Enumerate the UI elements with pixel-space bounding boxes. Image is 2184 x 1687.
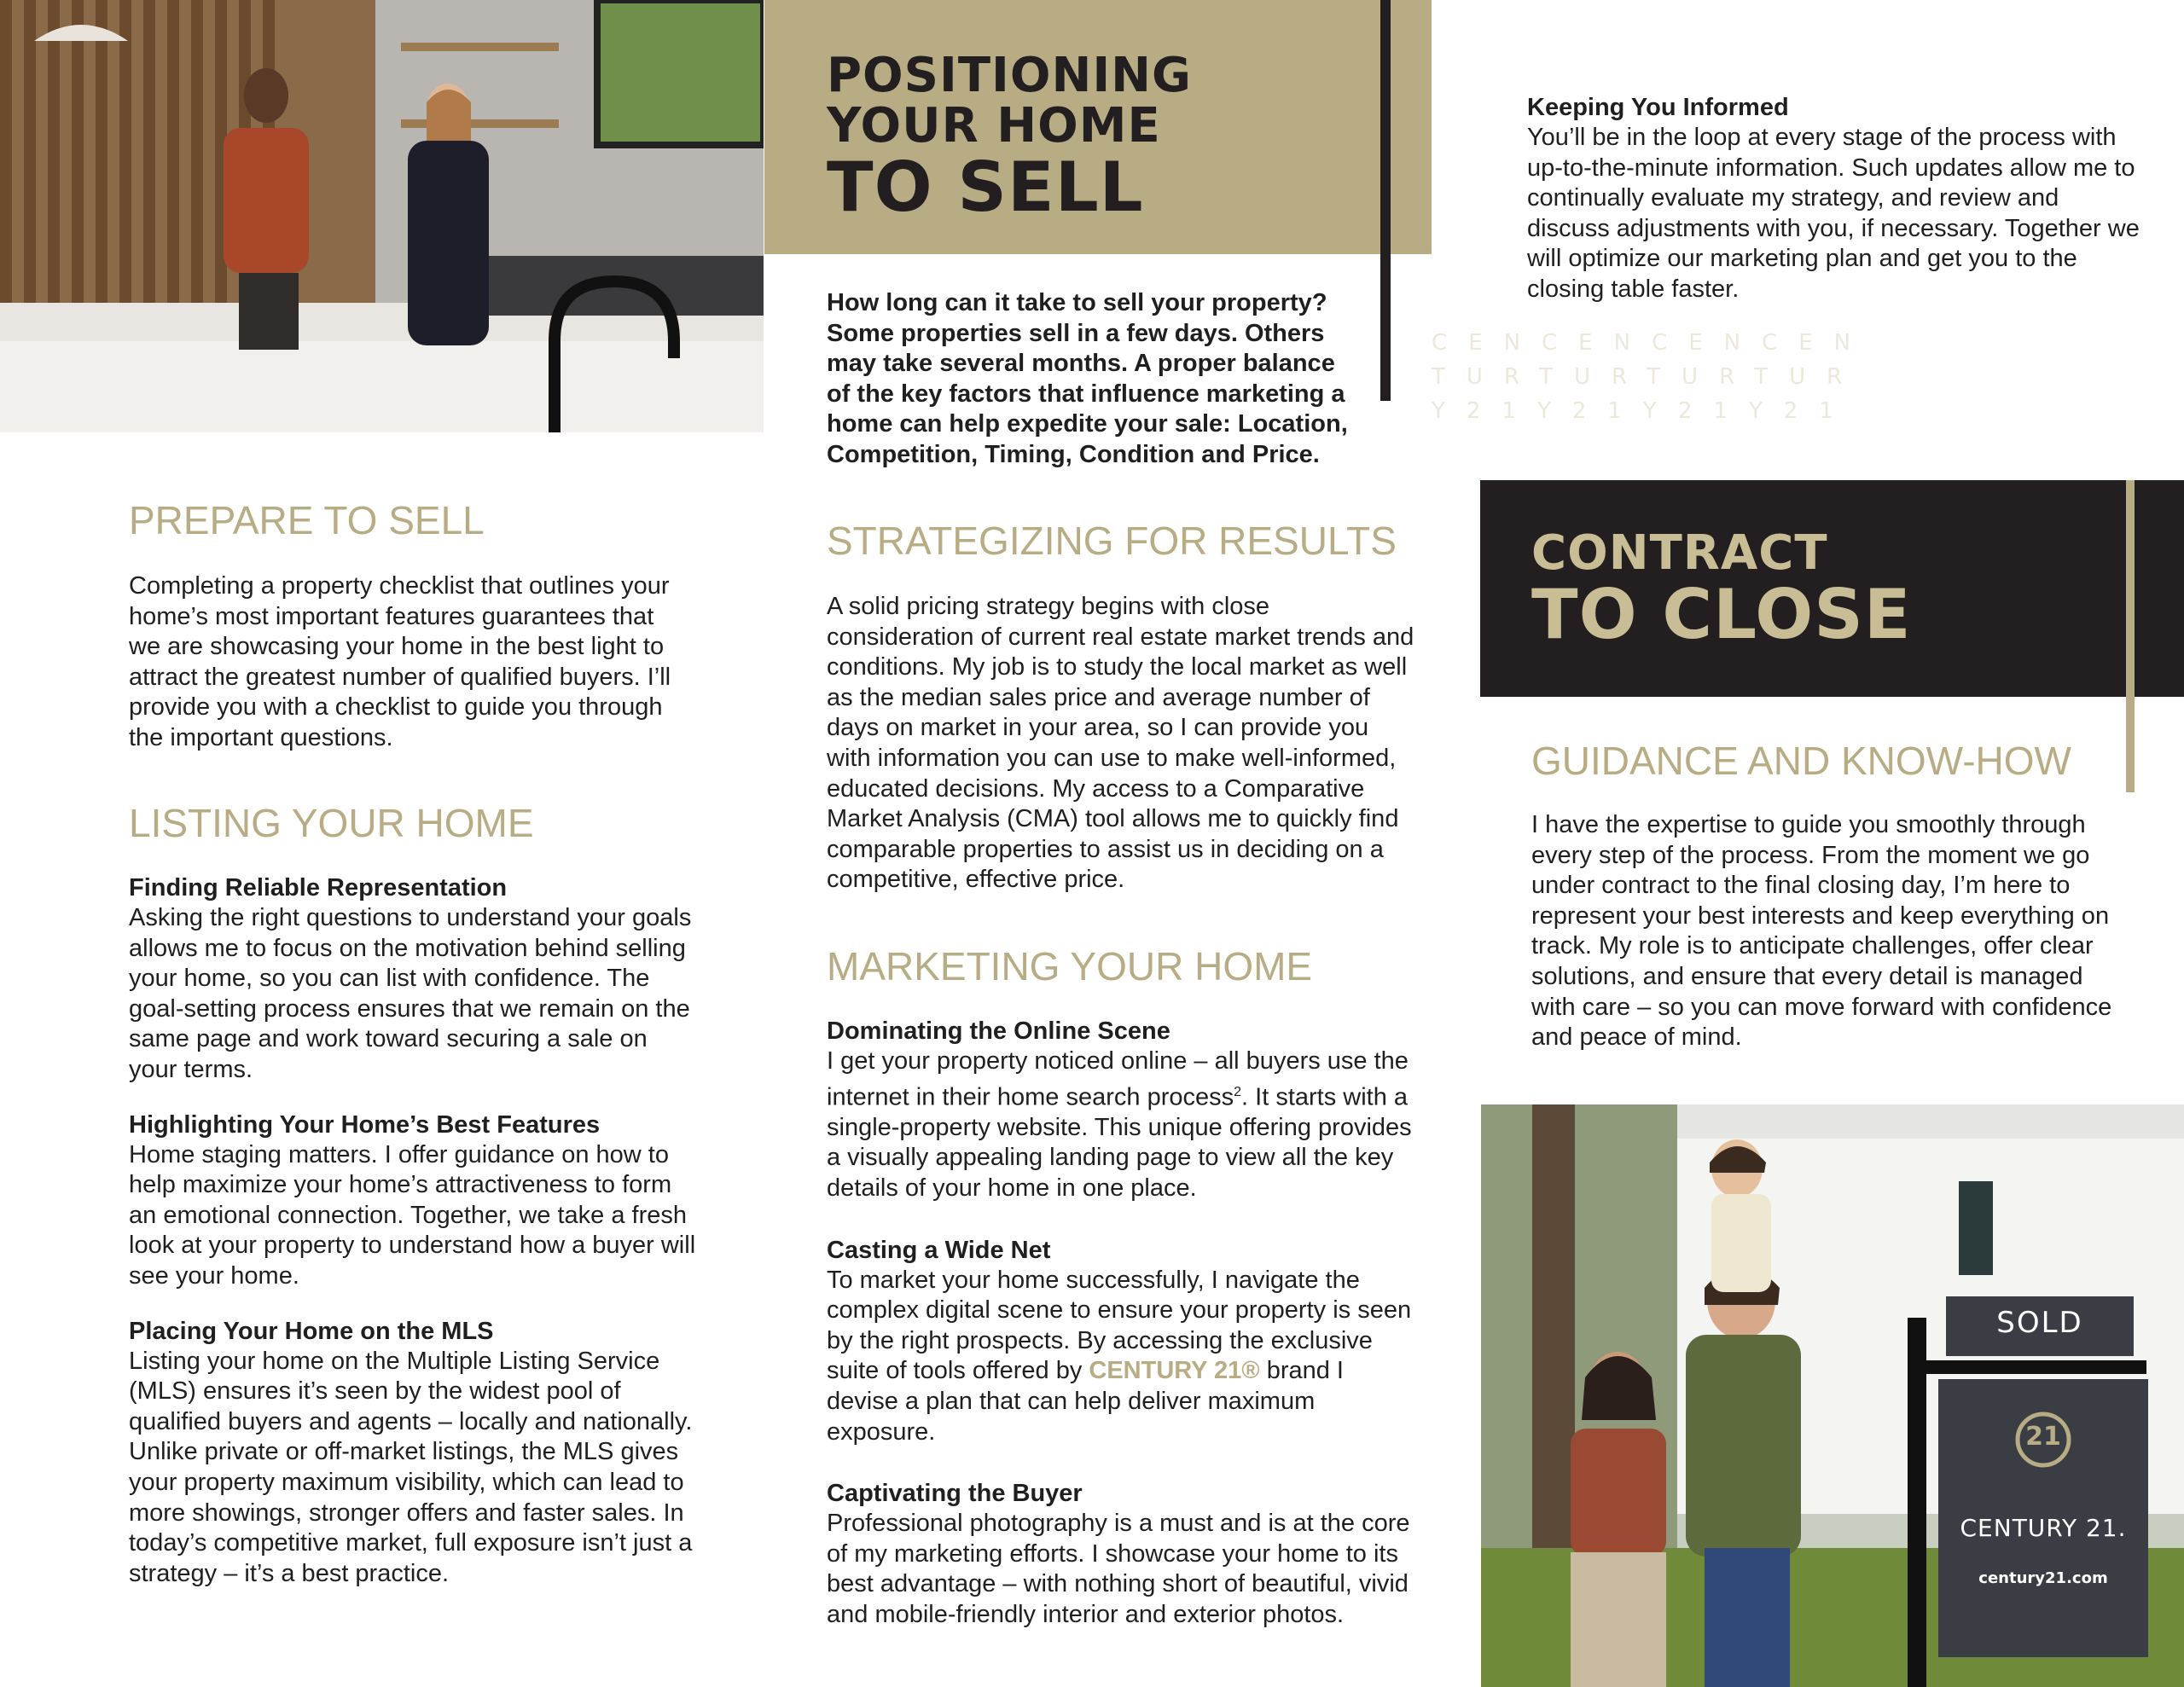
footnote-marker: 2: [1234, 1084, 1242, 1099]
positioning-intro: How long can it take to sell your property? Some properties sell in a few days. Others may take several months. A proper balance of the key factors that influence marketing a home can help expedite your sale: Location, Competition, Timing, Condition and Price.: [827, 289, 1348, 468]
listing-item-title: Highlighting Your Home’s Best Features: [129, 1110, 601, 1139]
sold-label: SOLD: [1996, 1306, 2083, 1340]
century21-brand-text: CENTURY 21®: [1089, 1357, 1260, 1385]
marketing-heading: MARKETING YOUR HOME: [827, 944, 1313, 988]
family-sold-sign-photo: [1481, 1104, 2184, 1687]
positioning-title-line3: TO SELL: [827, 147, 1144, 227]
accent-bar-dark: [1380, 0, 1391, 401]
prepare-heading: PREPARE TO SELL: [129, 498, 485, 542]
listing-items: [129, 872, 696, 1589]
informed-body: You’ll be in the loop at every stage of the process with up-to-the-minute information. Such updates allow me to continually evaluate my strategy, and review and discuss adjustments with you, if necessary. Together we will optimize our marketing plan and get you to the closing table faster.: [1527, 124, 2140, 303]
listing-item-body: Asking the right questions to understand your goals allows me to focus on the motivation behind selling your home, so you can list with confidence. The goal-setting process ensures that we remain on the same page and work toward securing a sale on your terms.: [129, 904, 692, 1083]
strategizing-body: A solid pricing strategy begins with close consideration of current real estate market trends and conditions. My job is to study the local market as well as the median sales price and average number of days on market in your area, so I can provide you with information you can use to make well-informed, educated decisions. My access to a Comparative Market Analysis (CMA) tool allows me to quickly find comparable properties to assist us in deciding on a competitive, effective price.: [827, 593, 1414, 894]
century21-url: century21.com: [1978, 1569, 2108, 1587]
positioning-title-line2: YOUR HOME: [827, 97, 1161, 154]
informed-section: [1527, 92, 2141, 305]
marketing-item-title: Casting a Wide Net: [827, 1236, 1051, 1264]
watermark-row: TURTURTURTUR: [1432, 364, 1864, 390]
online-body-text: I get your property noticed online – all buyers use the internet in their home search process: [827, 1047, 1409, 1111]
contract-title: [1531, 525, 1912, 654]
listing-item: [129, 1316, 696, 1590]
marketing-item-buyer: [827, 1478, 1415, 1630]
positioning-title-line1: POSITIONING: [827, 48, 1192, 103]
listing-item-body: Home staging matters. I offer guidance on how to help maximize your home’s attractiveness to form an emotional connection. Together, we take a fresh look at your property to understand how a buyer will see your home.: [129, 1140, 696, 1290]
century21-watermark: [1432, 326, 1872, 428]
online-body-text-cont: . It starts with a single-property website. This unique offering provides a visually appealing landing page to view all the key details of your home in one place.: [827, 1083, 1412, 1203]
informed-title: Keeping You Informed: [1527, 94, 1789, 121]
marketing-item-net: [827, 1235, 1415, 1448]
marketing-item-body: [827, 1266, 1415, 1448]
net-body-text: To market your home successfully, I navigate the complex digital scene to ensure your property is seen by the right prospects. By accessing the exclusive suite of tools offered by: [827, 1266, 1412, 1385]
contract-title-line1: CONTRACT: [1531, 525, 1828, 581]
century21-sign-brand: CENTURY 21.: [1960, 1514, 2127, 1542]
listing-heading: LISTING YOUR HOME: [129, 801, 534, 845]
listing-item-title: Finding Reliable Representation: [129, 874, 508, 901]
listing-item-title: Placing Your Home on the MLS: [129, 1317, 494, 1345]
marketing-item-title: Captivating the Buyer: [827, 1480, 1083, 1508]
listing-item-body: Listing your home on the Multiple Listing Service (MLS) ensures it’s seen by the widest pool of qualified buyers and agents – locally and nationally. Unlike private or off-market listings, the MLS gives your property maximum visibility, which can lead to more showings, stronger offers and faster sales. In today’s competitive market, full exposure isn’t just a strategy – it’s a best practice.: [129, 1347, 693, 1587]
watermark-row: CENCENCENCEN: [1432, 330, 1873, 356]
guidance-heading: GUIDANCE AND KNOW-HOW: [1531, 739, 2071, 783]
marketing-item-online: [827, 1016, 1415, 1204]
kitchen-photo: [0, 0, 764, 432]
century21-logo: 21: [2025, 1422, 2061, 1452]
watermark-row: Y21Y21Y21Y21: [1432, 398, 1855, 424]
marketing-items: [827, 1016, 1415, 1631]
marketing-item-title: Dominating the Online Scene: [827, 1017, 1170, 1045]
listing-item: [129, 872, 696, 1086]
listing-item: [129, 1110, 696, 1292]
strategizing-heading: STRATEGIZING FOR RESULTS: [827, 519, 1397, 563]
positioning-title: [827, 48, 1192, 227]
marketing-item-body: [827, 1046, 1415, 1204]
accent-bar-gold: [2126, 480, 2135, 792]
guidance-body: I have the expertise to guide you smoothly through every step of the process. From the moment we go under contract to the final closing day, I’m here to represent your best interests and keep everything on track. My role is to anticipate challenges, offer clear solutions, and ensure that every detail is managed with care – so you can move forward with confidence and peace of mind.: [1531, 811, 2112, 1052]
contract-title-line2: TO CLOSE: [1531, 574, 1912, 654]
marketing-item-body: Professional photography is a must and is at the core of my marketing efforts. I showcase your home to its best advantage – with nothing short of beautiful, vivid and mobile-friendly interior and exterior photos.: [827, 1510, 1410, 1628]
prepare-body: Completing a property checklist that outlines your home’s most important features guarantees that we are showcasing your home in the best light to attract the greatest number of qualified buyers. I’ll provide you with a checklist to guide you through the important questions.: [129, 572, 671, 751]
net-body-text-cont: brand I devise a plan that can help deliver maximum exposure.: [827, 1357, 1344, 1446]
